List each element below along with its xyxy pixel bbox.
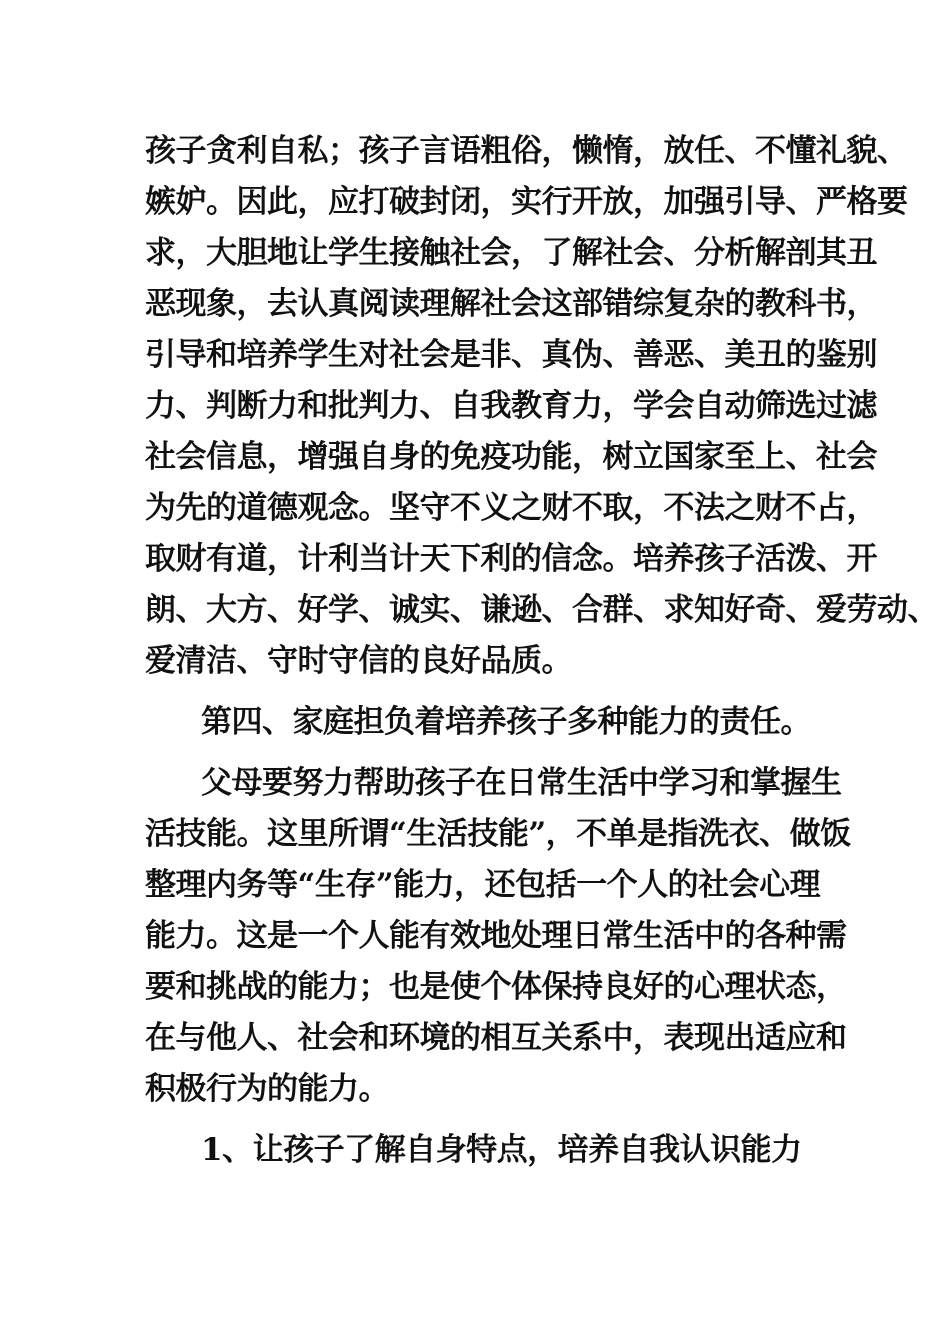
text-line: 为先的道德观念。坚守不义之财不取，不法之财不占， xyxy=(145,490,877,526)
subsection-heading xyxy=(145,1125,825,1176)
text-line: 恶现象，去认真阅读理解社会这部错综复杂的教科书， xyxy=(145,286,877,322)
text-line: 在与他人、社会和环境的相互关系中，表现出适应和 xyxy=(145,1020,847,1056)
text-line: 积极行为的能力。 xyxy=(145,1071,389,1107)
text-line: 取财有道，计利当计天下利的信念。培养孩子活泼、开 xyxy=(145,541,877,577)
text-line: 朗、大方、好学、诚实、谦逊、合群、求知好奇、爱劳动、 xyxy=(145,592,938,628)
text-line: 引导和培养学生对社会是非、真伪、善恶、美丑的鉴别 xyxy=(145,337,877,373)
text-line: 孩子贪利自私；孩子言语粗俗，懒惰，放任、不懂礼貌、 xyxy=(145,133,908,169)
text-line: 力、判断力和批判力、自我教育力，学会自动筛选过滤 xyxy=(145,388,877,424)
text-line: 爱清洁、守时守信的良好品质。 xyxy=(145,643,572,679)
text-line: 父母要努力帮助孩子在日常生活中学习和掌握生 xyxy=(201,765,842,801)
text-line: 社会信息，增强自身的免疫功能，树立国家至上、社会 xyxy=(145,439,877,475)
text-line: 嫉妒。因此，应打破封闭，实行开放，加强引导、严格要 xyxy=(145,184,908,220)
paragraph-life-skills xyxy=(145,758,851,1115)
text-line: 活技能。这里所谓“生活技能”，不单是指洗衣、做饭 xyxy=(145,816,851,852)
paragraph-continuation xyxy=(145,126,938,687)
text-line: 整理内务等“生存”能力，还包括一个人的社会心理 xyxy=(145,867,821,903)
subheading-line: 1、让孩子了解自身特点，培养自我认识能力 xyxy=(201,1132,802,1168)
section-heading xyxy=(145,697,825,748)
text-line: 能力。这是一个人能有效地处理日常生活中的各种需 xyxy=(145,918,847,954)
text-line: 求，大胆地让学生接触社会，了解社会、分析解剖其丑 xyxy=(145,235,877,271)
text-line: 要和挑战的能力；也是使个体保持良好的心理状态， xyxy=(145,969,847,1005)
document-body xyxy=(145,126,938,1176)
heading-line: 第四、家庭担负着培养孩子多种能力的责任。 xyxy=(201,704,811,740)
